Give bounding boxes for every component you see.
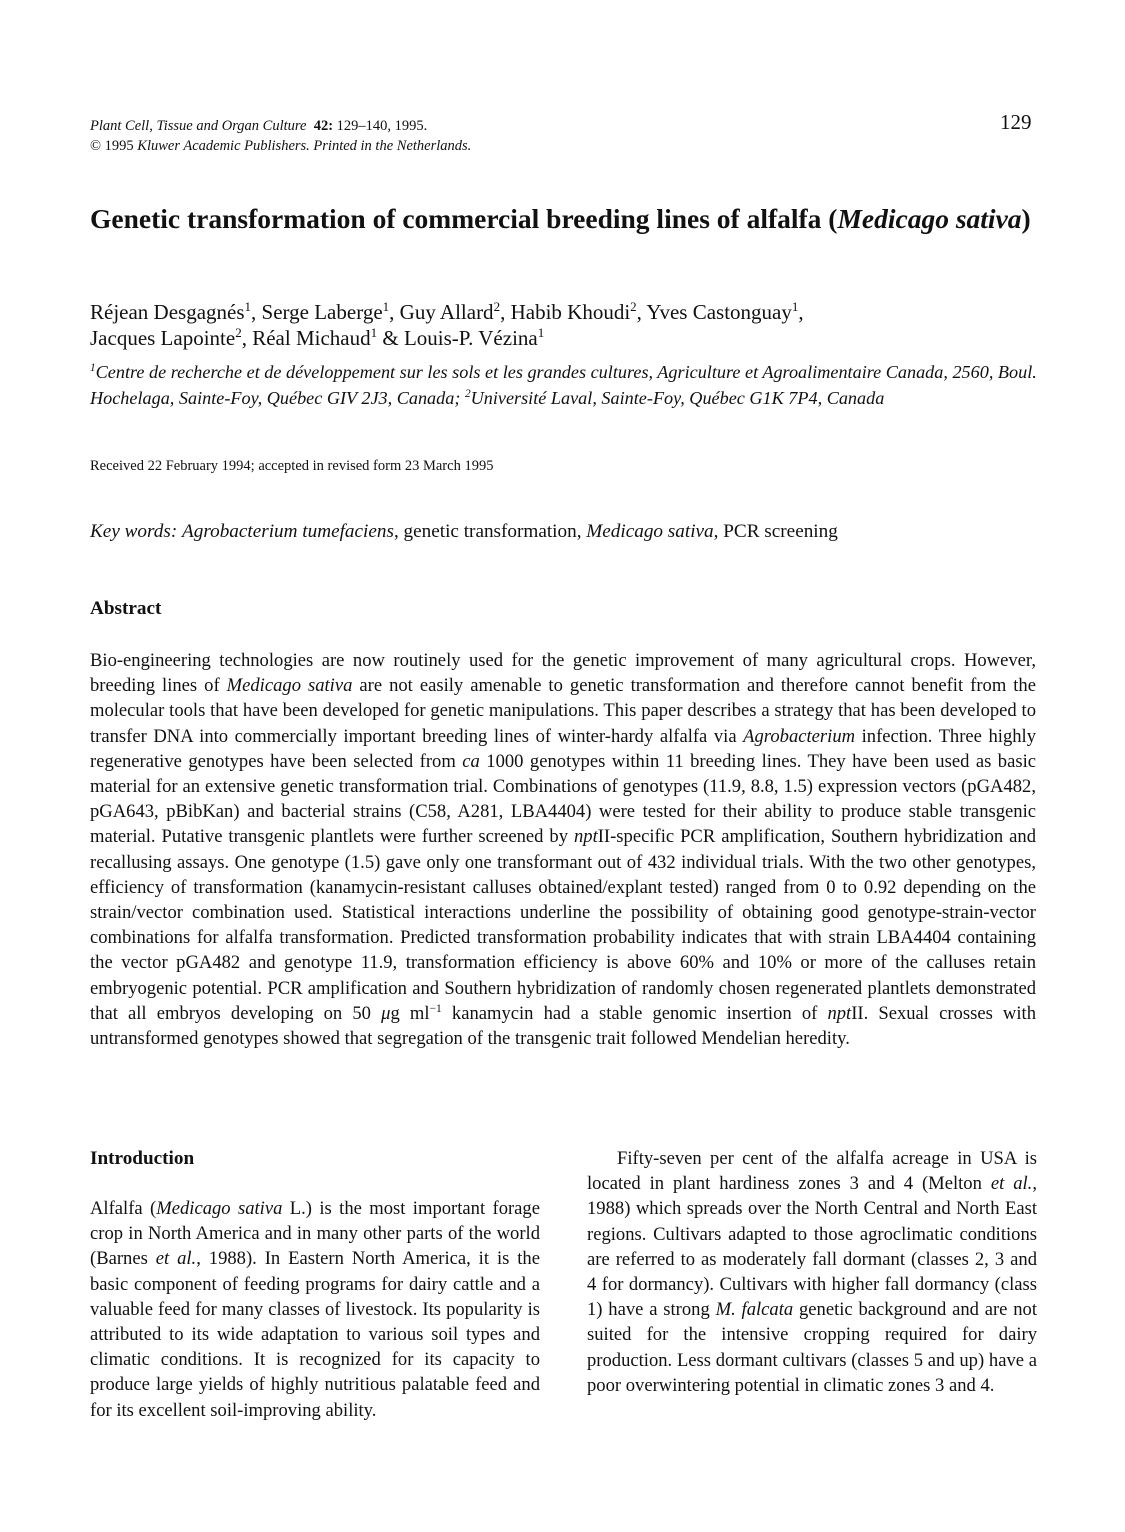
abstract-text: g ml: [390, 1002, 430, 1024]
intro-text: , 1988). In Eastern North America, it is the basic component of feeding programs for dairy cattle and a valuable feed for many classes of livestock. Its popularity is attributed to its wide adaptation to various soil types and climatic conditions. It is recognized for its capacity to produce large yields of highly nutritious palatable feed and for its excellent soil-improving ability.: [90, 1248, 540, 1421]
introduction-column-2: [587, 1146, 1037, 1398]
author: Jacques Lapointe: [90, 326, 236, 350]
paper-title: [90, 202, 1050, 235]
keyword: Agrobacterium tumefaciens: [182, 521, 394, 542]
author: Habib Khoudi: [510, 300, 631, 324]
author-affil-mark: 1: [244, 299, 252, 314]
affiliation-1: Centre de recherche et de développement sur les sols et les grandes cultures, Agriculture et Agroalimentaire Canada, 2560, Boul. Hochelaga, Sainte-Foy, Québec GIV 2J3, Canada;: [90, 362, 1037, 408]
abstract-italic: ca: [462, 750, 480, 772]
author-affil-mark: 1: [791, 299, 799, 314]
author-affil-mark: 2: [493, 299, 501, 314]
journal-volume: 42:: [313, 118, 334, 134]
author-sep: ,: [500, 300, 511, 324]
publisher-text: Kluwer Academic Publishers. Printed in the Netherlands.: [137, 138, 472, 154]
abstract-text: 1000 genotypes within 11 breeding lines. They have been used as basic material for an extensive genetic transformation trial. Combinations of genotypes (11.9, 8.8, 1.5) expression vectors (pGA482, pGA643, pBibKan) and bacterial strains (C58, A281, LBA4404) were tested for their ability to produce stable transgenic material. Putative transgenic plantlets were further screened by: [90, 750, 1036, 848]
abstract-text: kanamycin had a stable genomic insertion of: [441, 1002, 828, 1024]
author-affil-mark: 1: [537, 325, 545, 340]
author-sep: &: [377, 326, 404, 350]
abstract-italic: μ: [381, 1002, 391, 1024]
author: Louis-P. Vézina: [403, 326, 538, 350]
keyword: Medicago sativa: [586, 521, 714, 542]
abstract-text: II. Sexual crosses with untransformed genotypes showed that segregation of the transgenic trait followed Mendelian heredity.: [90, 1002, 1036, 1050]
author-sep: ,: [636, 300, 647, 324]
page-number: 129: [1000, 110, 1032, 134]
abstract-text: are not easily amenable to genetic transformation and therefore cannot benefit from the molecular tools that have been developed for genetic manipulations. This paper describes a strategy that has been developed to transfer DNA into commercially important breeding lines of winter-hardy alfalfa via: [90, 675, 1036, 747]
author: Yves Castonguay: [646, 300, 792, 324]
intro-text: Fifty-seven per cent of the alfalfa acreage in USA is located in plant hardiness zones 3 and 4 (Melton: [587, 1148, 1037, 1195]
keywords: Key words: Agrobacterium tumefaciens, genetic transformation, Medicago sativa, PCR screening: [90, 521, 838, 542]
intro-italic: Medicago sativa: [156, 1198, 283, 1219]
author: Serge Laberge: [261, 300, 383, 324]
author-affil-mark: 1: [382, 299, 390, 314]
introduction-column-1: [90, 1196, 540, 1423]
intro-text: Alfalfa (: [90, 1198, 157, 1219]
introduction-heading: Introduction: [90, 1148, 195, 1169]
abstract-italic: Medicago sativa: [226, 675, 353, 697]
author-sep: ,: [389, 300, 400, 324]
keyword: PCR screening: [723, 521, 838, 542]
author-affil-mark: 2: [235, 325, 242, 340]
abstract-heading: Abstract: [90, 598, 162, 619]
abstract-body: [90, 648, 1036, 1051]
intro-italic: M. falcata: [715, 1299, 794, 1321]
affil-mark-2: 2: [464, 387, 471, 400]
journal-citation: [90, 116, 471, 156]
author-list: [90, 299, 1050, 351]
intro-italic: et al.: [155, 1248, 197, 1270]
affiliations: [90, 359, 1040, 411]
journal-name: Plant Cell, Tissue and Organ Culture: [90, 118, 307, 134]
copyright-line: [90, 136, 471, 156]
abstract-italic: npt: [827, 1002, 852, 1024]
intro-text: genetic background and are not suited for the intensive cropping required for dairy production. Less dormant cultivars (classes 5 and up) have a poor overwintering potential in climatic zones 3 and 4.: [587, 1299, 1037, 1396]
received-dates: Received 22 February 1994; accepted in revised form 23 March 1995: [90, 458, 494, 474]
copyright-symbol: ©: [90, 138, 102, 154]
author-affil-mark: 2: [630, 299, 637, 314]
abstract-superscript: −1: [429, 1002, 442, 1015]
intro-text: , 1988) which spreads over the North Central and North East regions. Cultivars adapted to those agroclimatic conditions are referred to as moderately fall dormant (classes 2, 3 and 4 for dormancy). Cultivars with higher fall dormancy (class 1) have a strong: [587, 1173, 1037, 1321]
keyword: genetic transformation: [403, 521, 577, 542]
abstract-italic: npt: [573, 826, 598, 848]
title-species: Medicago sativa: [837, 203, 1022, 234]
author-affil-mark: 1: [370, 325, 378, 340]
author: Réal Michaud: [252, 326, 371, 350]
author: Guy Allard: [399, 300, 494, 324]
author-sep: ,: [251, 300, 262, 324]
affil-mark-1: 1: [90, 361, 96, 374]
journal-pages: 129–140, 1995.: [336, 118, 428, 134]
author: Réjean Desgagnés: [90, 300, 245, 324]
abstract-italic: Agrobacterium: [743, 725, 856, 747]
title-main: Genetic transformation of commercial breeding lines of alfalfa (: [90, 203, 838, 234]
journal-line: [90, 116, 471, 136]
abstract-text: II-specific PCR amplification, Southern hybridization and recallusing assays. One genotype (1.5) gave only one transformant out of 432 individual trials. With the two other genotypes, efficiency of transformation (kanamycin-resistant calluses obtained/explant tested) ranged from 0 to 0.92 depending on the strain/vector combination used. Statistical interactions underline the possibility of obtaining good genotype-strain-vector combinations for alfalfa transformation. Predicted transformation probability indicates that with strain LBA4404 containing the vector pGA482 and genotype 11.9, transformation efficiency is above 60% and 10% or more of the calluses retain embryogenic potential. PCR amplification and Southern hybridization of randomly chosen regenerated plantlets demonstrated that all embryos developing on 50: [90, 826, 1037, 1024]
keywords-label: Key words:: [90, 521, 178, 542]
author-sep: ,: [241, 326, 253, 350]
title-close: ): [1021, 203, 1031, 234]
abstract-text: infection. Three highly regenerative genotypes have been selected from: [90, 725, 1036, 772]
affiliation-2: Université Laval, Sainte-Foy, Québec G1K 7P4, Canada: [470, 388, 885, 408]
intro-italic: et al.: [990, 1173, 1033, 1195]
intro-text: L.) is the most important forage crop in North America and in many other parts of the world (Barnes: [90, 1198, 540, 1270]
author-sep: ,: [798, 300, 804, 324]
abstract-text: Bio-engineering technologies are now routinely used for the genetic improvement of many agricultural crops. However, breeding lines of: [90, 650, 1036, 697]
copyright-year: 1995: [104, 138, 134, 154]
